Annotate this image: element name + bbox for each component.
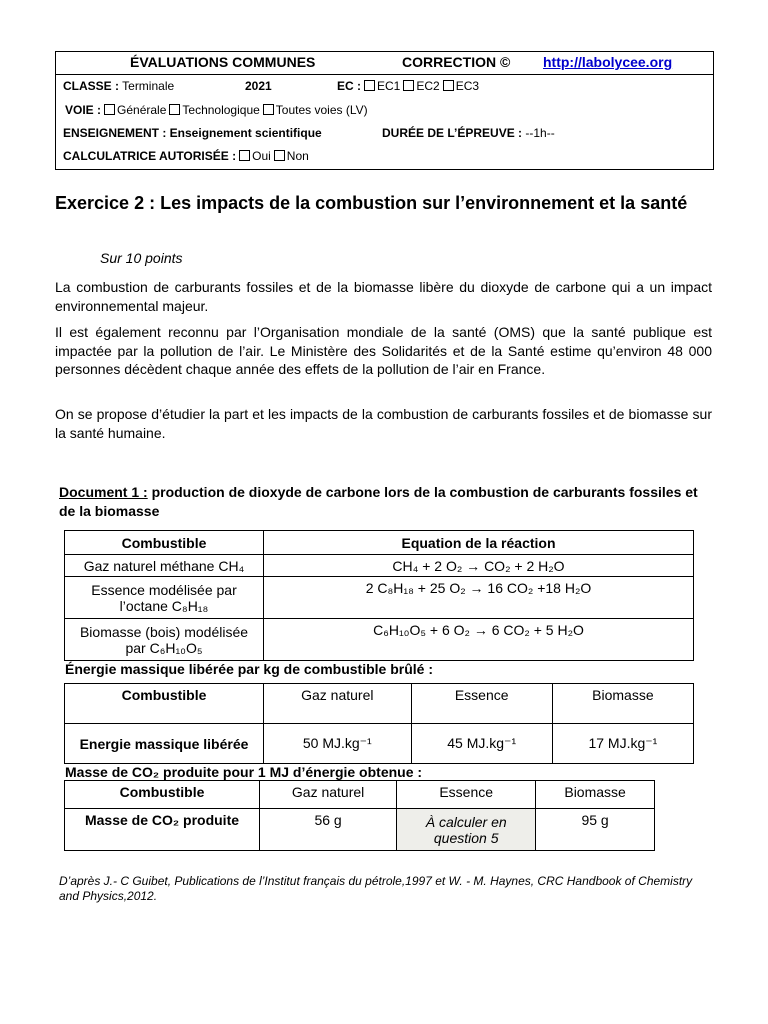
column-header: Biomasse: [552, 684, 693, 724]
column-header: Essence: [411, 684, 552, 724]
table-header-row: [65, 781, 655, 809]
energy-table: [64, 683, 694, 764]
column-header: Biomasse: [536, 781, 655, 809]
generale-checkbox[interactable]: [104, 104, 115, 115]
labolycee-link[interactable]: http://labolycee.org: [543, 54, 673, 70]
duree-label: DURÉE DE L’ÉPREUVE :: [382, 126, 523, 140]
fuel-cell: Biomasse (bois) modélisée par C₆H₁₀O₅: [65, 619, 264, 661]
co2-value-cell: 56 g: [260, 809, 397, 851]
row-label: Energie massique libérée: [65, 724, 264, 764]
column-header: Combustible: [65, 684, 264, 724]
equation-cell: 2 C₈H₁₈ + 25 O₂ → 16 CO₂ +18 H₂O: [264, 577, 694, 619]
co2-value-cell-to-compute: À calculer en question 5: [397, 809, 536, 851]
non-label: Non: [286, 149, 309, 163]
calc-label: CALCULATRICE AUTORISÉE :: [63, 149, 237, 163]
ec-label: EC :: [337, 79, 361, 93]
header-voie-row: [56, 99, 713, 122]
intro-paragraph-2: Il est également reconnu par l’Organisation mondiale de la santé (OMS) que la santé publique est impactée par la pollution de l’air. Le Ministère des Solidarités et de la Santé estime qu’environ 48 000 personnes décèdent chaque année des effets de la pollution de l’air en France.: [55, 324, 712, 377]
table-row: [65, 619, 694, 661]
source-note: D’après J.- C Guibet, Publications de l’Institut français du pétrole,1997 et W. - M. Haynes, CRC Handbook of Chemistry and Physics,2012.: [59, 874, 693, 903]
header-classe-row: [56, 75, 713, 99]
column-header: Gaz naturel: [260, 781, 397, 809]
document-1-label: Document 1 :: [59, 484, 148, 500]
table-header-row: [65, 684, 694, 724]
classe-value: Terminale: [122, 79, 175, 93]
equation-cell: C₆H₁₀O₅ + 6 O₂ → 6 CO₂ + 5 H₂O: [264, 619, 694, 661]
technologique-checkbox[interactable]: [169, 104, 180, 115]
table-row: [65, 577, 694, 619]
reaction-table: [64, 530, 694, 661]
column-header: Essence: [397, 781, 536, 809]
fuel-cell: Gaz naturel méthane CH₄: [65, 555, 264, 577]
ec2-label: EC2: [416, 79, 440, 93]
generale-label: Générale: [117, 103, 167, 117]
header-enseignement-row: [56, 122, 713, 145]
row-label: Masse de CO₂ produite: [65, 809, 260, 851]
ec1-checkbox[interactable]: [364, 80, 375, 91]
document-1-heading: [59, 483, 709, 520]
exam-header: [55, 51, 714, 170]
intro-paragraph-3: On se propose d’étudier la part et les impacts de la combustion de carburants fossiles et de biomasse sur la santé humaine.: [55, 406, 712, 441]
table-header-row: [65, 531, 694, 555]
table-row: [65, 555, 694, 577]
table-row: [65, 809, 655, 851]
duree-value: --1h--: [525, 126, 555, 140]
exam-title: ÉVALUATIONS COMMUNES: [130, 54, 316, 70]
exercise-points: Sur 10 points: [100, 250, 183, 266]
oui-checkbox[interactable]: [239, 150, 250, 161]
co2-value-cell: 95 g: [536, 809, 655, 851]
document-1-title: production de dioxyde de carbone lors de la combustion de carburants fossiles et de la biomasse: [59, 484, 698, 519]
classe-label: CLASSE :: [63, 79, 120, 93]
column-header: Gaz naturel: [264, 684, 412, 724]
column-header: Combustible: [65, 531, 264, 555]
co2-mass-table: [64, 780, 655, 851]
ec3-checkbox[interactable]: [443, 80, 454, 91]
energy-value-cell: 45 MJ.kg⁻¹: [411, 724, 552, 764]
intro-paragraph-1: La combustion de carburants fossiles et de la biomasse libère du dioxyde de carbone qui a un impact environnemental majeur.: [55, 279, 712, 314]
table-row: [65, 724, 694, 764]
ec1-label: EC1: [377, 79, 401, 93]
header-calc-row: [56, 145, 713, 169]
voie-label: VOIE :: [65, 103, 102, 117]
fuel-cell: Essence modélisée par l’octane C₈H₁₈: [65, 577, 264, 619]
energy-caption: Énergie massique libérée par kg de combustible brûlé :: [65, 661, 433, 677]
header-title-row: [56, 52, 713, 75]
energy-value-cell: 50 MJ.kg⁻¹: [264, 724, 412, 764]
toutes-voies-checkbox[interactable]: [263, 104, 274, 115]
energy-value-cell: 17 MJ.kg⁻¹: [552, 724, 693, 764]
toutes-voies-label: Toutes voies (LV): [275, 103, 368, 117]
non-checkbox[interactable]: [274, 150, 285, 161]
oui-label: Oui: [252, 149, 271, 163]
exercise-title: Exercice 2 : Les impacts de la combustion sur l’environnement et la santé: [55, 193, 688, 213]
mass-caption: Masse de CO₂ produite pour 1 MJ d’énergie obtenue :: [65, 764, 423, 780]
technologique-label: Technologique: [182, 103, 260, 117]
column-header: Equation de la réaction: [264, 531, 694, 555]
year: 2021: [245, 79, 272, 93]
equation-cell: CH₄ + 2 O₂ → CO₂ + 2 H₂O: [264, 555, 694, 577]
correction-label: CORRECTION ©: [402, 54, 511, 70]
enseignement: ENSEIGNEMENT : Enseignement scientifique: [63, 126, 322, 140]
column-header: Combustible: [65, 781, 260, 809]
ec2-checkbox[interactable]: [403, 80, 414, 91]
ec3-label: EC3: [455, 79, 480, 93]
